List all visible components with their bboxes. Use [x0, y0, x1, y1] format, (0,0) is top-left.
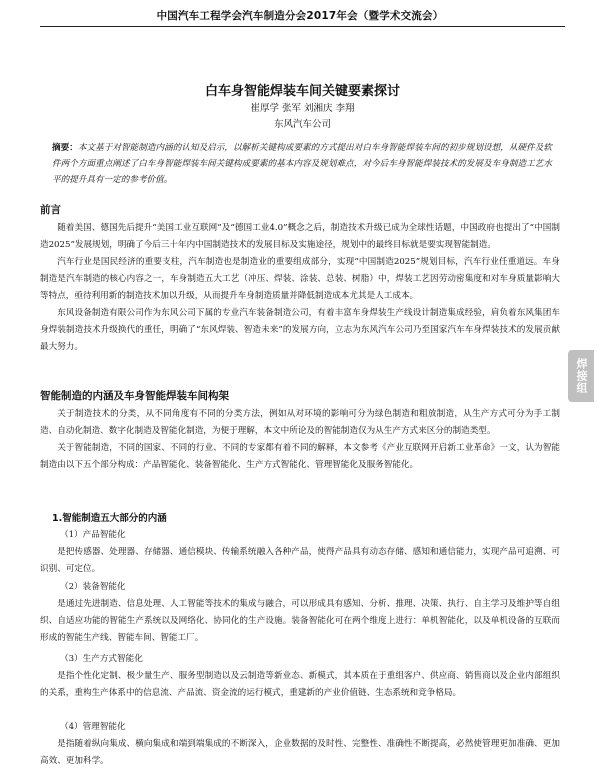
abstract	[52, 140, 552, 188]
preface-body	[40, 220, 560, 356]
paragraph: 随着美国、德国先后提升“美国工业互联网”及“德国工业4.0”概念之后，制造技术升级已成为全球性话题，中国政府也提出了“中国制造2025”发展规划，明确了今后三十年内中国制造技术的发展目标及实施途径，规划中的最终目标就是要实现智能制造。	[40, 223, 560, 250]
paper-affiliation: 东风汽车公司	[273, 119, 331, 130]
section-heading-connotation: 智能制造的内涵及车身智能焊装车间构架	[40, 390, 229, 402]
paragraph: 是通过先进制造、信息处理、人工智能等技术的集成与融合，可以形成具有感知、分析、推理、决策、执行、自主学习及维护等自组织、自适应功能的智能生产系统以及网络化、协同化的生产设施。装备智能化可在两个维度上进行：单机智能化，以及单机设备的互联而形成的智能生产线、智能车间、智能工厂。	[40, 599, 560, 643]
paragraph: 是指个性化定制、极少量生产、服务型制造以及云制造等新业态、新模式，其本质在于重组客户、供应商、销售商以及企业内部组织的关系，重构生产体系中的信息流、产品流、资金流的运行模式，重建新的产业价值链、生态系统和竞争格局。	[40, 671, 560, 698]
side-tab-label: 焊接组	[575, 358, 588, 394]
paragraph: 汽车行业是国民经济的重要支柱，汽车制造也是制造业的重要组成部分，实现“中国制造2025”规划目标，汽车行业任重道远。车身制造是汽车制造的核心内容之一，车身制造五大工艺（冲压、焊装、涂装、总装、树脂）中，焊装工艺因劳动密集度和对车身质量影响大等特点，亟待利用新的制造技术加以升级，从而提升车身制造质量并降低制造成本尤其是人工成本。	[40, 257, 560, 301]
abstract-text: 本文基于对智能制造内涵的认知及启示，以解析关键构成要素的方式提出对白车身智能焊装车间的初步规划设想，从硬件及软件两个方面重点阐述了白车身智能焊装车间关键构成要素的基本内容及规划难点，对今后车身智能焊装技术的发展及车身制造工艺水平的提升具有一定的参考价值。	[52, 143, 552, 185]
paper-authors: 崔厚学 张军 刘湘庆 李翔	[250, 103, 355, 114]
paragraph: 东风设备制造有限公司作为东风公司下属的专业汽车装备制造公司，有着丰富车身焊装生产线设计制造集成经验，肩负着东风集团车身焊装制造技术升级换代的重任，明确了“东风焊装、智造未来”的发展方向，立志为东风汽车公司乃至国家汽车车身焊装技术的发展贡献最大努力。	[40, 308, 560, 352]
paper-title: 白车身智能焊装车间关键要素探讨	[204, 84, 400, 99]
item-body	[40, 544, 560, 578]
item-label: （4）管理智能化	[60, 722, 126, 732]
section-side-tab	[568, 350, 594, 402]
paragraph: 是指随着纵向集成、横向集成和端到端集成的不断深入，企业数据的及时性、完整性、准确性不断提高，必然使管理更加准确、更加高效、更加科学。	[40, 739, 560, 766]
item-label: （3）生产方式智能化	[60, 654, 143, 664]
paragraph: 关于制造技术的分类，从不同角度有不同的分类方法，例如从对环境的影响可分为绿色制造和粗放制造，从生产方式可分为手工制造、自动化制造、数字化制造及智能化制造，为便于理解，本文中所论及的智能制造仅为从生产方式来区分的制造类型。	[40, 409, 560, 436]
item-label: （1）产品智能化	[60, 530, 126, 540]
item-body	[40, 736, 560, 770]
paragraph: 关于智能制造，不同的国家、不同的行业、不同的专家都有着不同的解释，本文参考《产业互联网开启新工业革命》一文，认为智能制造由以下五个部分构成：产品智能化、装备智能化、生产方式智能化、管理智能化及服务智能化。	[40, 443, 560, 470]
item-body	[40, 596, 560, 647]
header-rule	[40, 26, 565, 27]
item-label: （2）装备智能化	[60, 582, 126, 592]
running-head: 中国汽车工程学会汽车制造分会2017年会（暨学术交流会）	[156, 10, 444, 22]
paragraph: 是把传感器、处理器、存储器、通信模块、传输系统融入各种产品，使得产品具有动态存储、感知和通信能力，实现产品可追溯、可识别、可定位。	[40, 547, 560, 574]
subheading-five-parts: 1.智能制造五大部分的内涵	[52, 513, 167, 524]
connotation-body	[40, 406, 560, 474]
section-heading-preface: 前言	[40, 204, 61, 216]
abstract-label: 摘要：	[52, 143, 78, 153]
item-body	[40, 668, 560, 702]
